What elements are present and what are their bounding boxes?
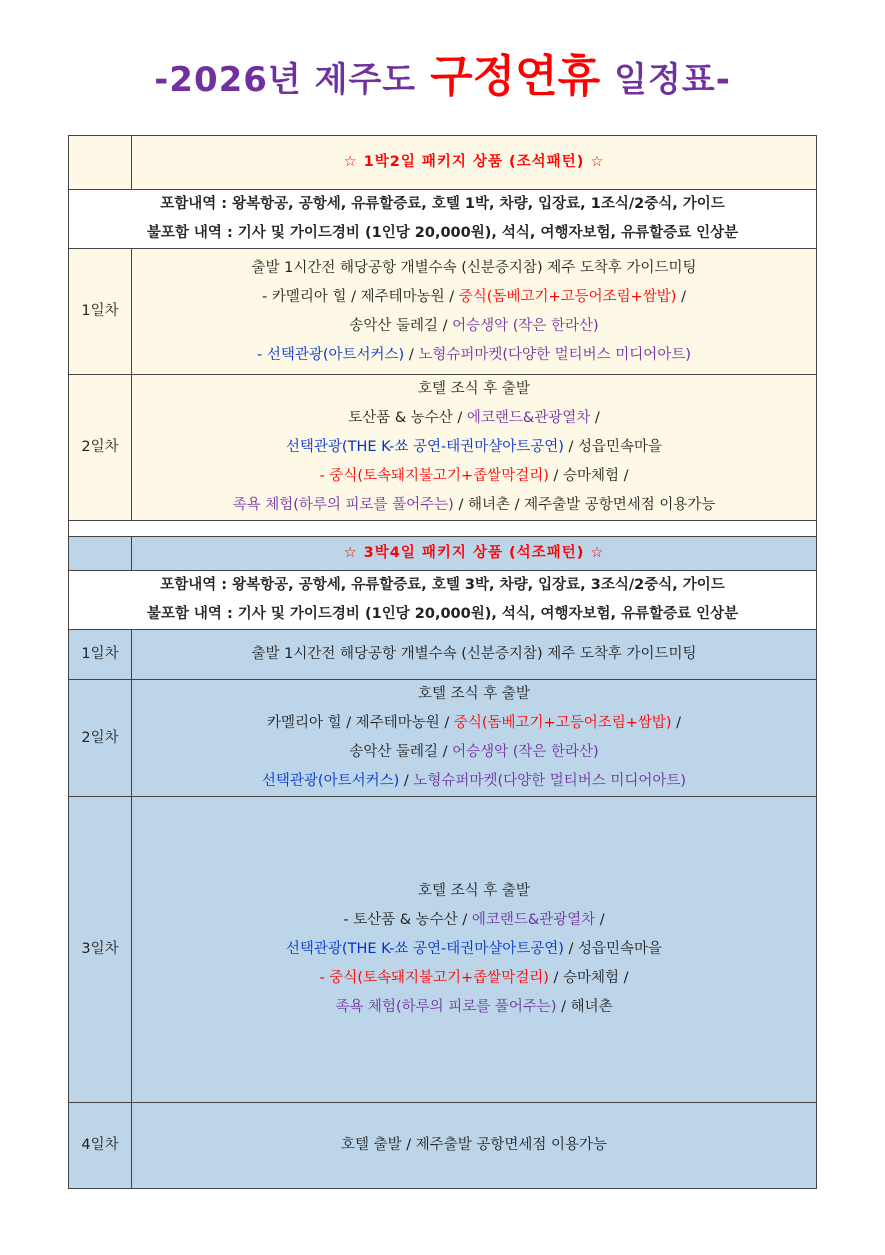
schedule-line — [132, 462, 816, 491]
schedule-segment: 호텔 출발 / 제주출발 공항면세점 이용가능 — [340, 1137, 608, 1153]
schedule-segment: / 해녀촌 / 제주출발 공항면세점 이용가능 — [453, 497, 716, 513]
schedule-line — [132, 404, 816, 433]
schedule-line — [132, 433, 816, 462]
schedule-line — [132, 312, 816, 341]
day-schedule — [132, 249, 817, 375]
schedule-segment: / — [590, 410, 600, 426]
schedule-segment: 에코랜드&관광열차 — [471, 912, 596, 928]
schedule-line — [132, 993, 816, 1022]
schedule-segment: / — [595, 912, 605, 928]
schedule-line — [132, 964, 816, 993]
schedule-segment: / — [399, 773, 414, 789]
schedule-line — [132, 906, 816, 935]
schedule-line — [132, 341, 816, 370]
day-label: 1일차 — [69, 249, 132, 375]
package2-excludes: 불포함 내역 : 기사 및 가이드경비 (1인당 20,000원), 석식, 여행자보험, 유류할증료 인상분 — [146, 606, 739, 622]
schedule-segment: 송악산 둘레길 / — [349, 744, 453, 760]
schedule-line — [132, 283, 816, 312]
day-label: 1일차 — [69, 630, 132, 680]
schedule-line — [132, 1131, 816, 1160]
day-label: 4일차 — [69, 1103, 132, 1189]
schedule-line — [132, 767, 816, 796]
schedule-segment: / 해녀촌 — [556, 999, 613, 1015]
schedule-segment: 선택관광(THE K-쑈 공연-태권마샬아트공연) — [285, 439, 564, 455]
package1-includes: 포함내역 : 왕복항공, 공항세, 유류할증료, 호텔 1박, 차량, 입장료, 1조식/2중식, 가이드 — [160, 196, 725, 212]
schedule-segment: 호텔 조식 후 출발 — [418, 686, 530, 702]
header-blank-cell — [69, 136, 132, 190]
schedule-segment: - 토산품 & 농수산 / — [343, 912, 472, 928]
package2-info — [69, 571, 817, 630]
schedule-segment: 호텔 조식 후 출발 — [418, 883, 530, 899]
schedule-segment: 어승생악 (작은 한라산) — [452, 744, 599, 760]
title-prefix: -2026년 제주도 — [154, 60, 417, 100]
page-title — [0, 40, 885, 104]
schedule-segment: 카멜리아 힐 / 제주테마농원 / — [266, 715, 454, 731]
title-highlight: 구정연휴 — [430, 51, 601, 102]
day-schedule — [132, 797, 817, 1103]
schedule-line — [132, 254, 816, 283]
schedule-segment: / 성읍민속마을 — [563, 941, 663, 957]
day-schedule — [132, 630, 817, 680]
day-label: 2일차 — [69, 375, 132, 521]
schedule-segment: 호텔 조식 후 출발 — [418, 381, 530, 397]
day-schedule — [132, 1103, 817, 1189]
schedule-segment: 어승생악 (작은 한라산) — [452, 317, 599, 334]
schedule-line — [132, 640, 816, 669]
schedule-segment: / 성읍민속마을 — [563, 439, 663, 455]
schedule-segment: 중식(돔베고기+고등어조림+쌈밥) — [453, 715, 672, 731]
schedule-line — [132, 738, 816, 767]
schedule-line — [132, 877, 816, 906]
schedule-segment: 선택관광(THE K-쑈 공연-태권마샬아트공연) — [285, 941, 564, 957]
schedule-segment: 중식(돔베고기+고등어조림+쌈밥) — [458, 288, 677, 305]
schedule-segment: - 중식(토속돼지불고기+좁쌀막걸리) — [319, 468, 549, 484]
schedule-segment: 토산품 & 농수산 / — [348, 410, 467, 426]
schedule-segment: - 선택관광(아트서커스) — [257, 346, 405, 363]
day-schedule — [132, 680, 817, 797]
schedule-segment: 에코랜드&관광열차 — [466, 410, 591, 426]
day-label: 3일차 — [69, 797, 132, 1103]
schedule-segment: 노형슈퍼마켓(다양한 멀티버스 미디어아트) — [418, 346, 691, 363]
header-blank-cell — [69, 537, 132, 571]
schedule-segment: / — [404, 346, 419, 363]
day-label: 2일차 — [69, 680, 132, 797]
schedule-line — [132, 375, 816, 404]
schedule-segment: 송악산 둘레길 / — [349, 317, 453, 334]
schedule-line — [132, 491, 816, 520]
package1-table — [68, 135, 817, 548]
schedule-segment: - 카멜리아 힐 / 제주테마농원 / — [262, 288, 459, 305]
title-suffix: 일정표- — [614, 60, 731, 100]
schedule-segment: 노형슈퍼마켓(다양한 멀티버스 미디어아트) — [413, 773, 687, 789]
schedule-segment: 족욕 체험(하루의 피로를 풀어주는) — [232, 497, 454, 513]
schedule-line — [132, 680, 816, 709]
package2-header: ☆ 3박4일 패키지 상품 (석조패턴) ☆ — [132, 537, 817, 571]
schedule-segment: - 중식(토속돼지불고기+좁쌀막걸리) — [319, 970, 549, 986]
schedule-segment: 출발 1시간전 해당공항 개별수속 (신분증지참) 제주 도착후 가이드미팅 — [251, 646, 697, 662]
day-schedule — [132, 375, 817, 521]
schedule-segment: / — [676, 288, 686, 305]
schedule-segment: 족욕 체험(하루의 피로를 풀어주는) — [335, 999, 557, 1015]
package1-info — [69, 190, 817, 249]
schedule-line — [132, 935, 816, 964]
schedule-segment: / — [671, 715, 682, 731]
package1-header: ☆ 1박2일 패키지 상품 (조석패턴) ☆ — [132, 136, 817, 190]
package1-excludes: 불포함 내역 : 기사 및 가이드경비 (1인당 20,000원), 석식, 여행자보험, 유류할증료 인상분 — [146, 225, 739, 241]
schedule-segment: 선택관광(아트서커스) — [261, 773, 400, 789]
package2-includes: 포함내역 : 왕복항공, 공항세, 유류할증료, 호텔 3박, 차량, 입장료, 3조식/2중식, 가이드 — [160, 577, 725, 593]
schedule-segment: / 승마체험 / — [548, 970, 629, 986]
schedule-segment: / 승마체험 / — [548, 468, 629, 484]
schedule-segment: 출발 1시간전 해당공항 개별수속 (신분증지참) 제주 도착후 가이드미팅 — [251, 259, 697, 276]
package2-table — [68, 536, 817, 1189]
schedule-line — [132, 709, 816, 738]
